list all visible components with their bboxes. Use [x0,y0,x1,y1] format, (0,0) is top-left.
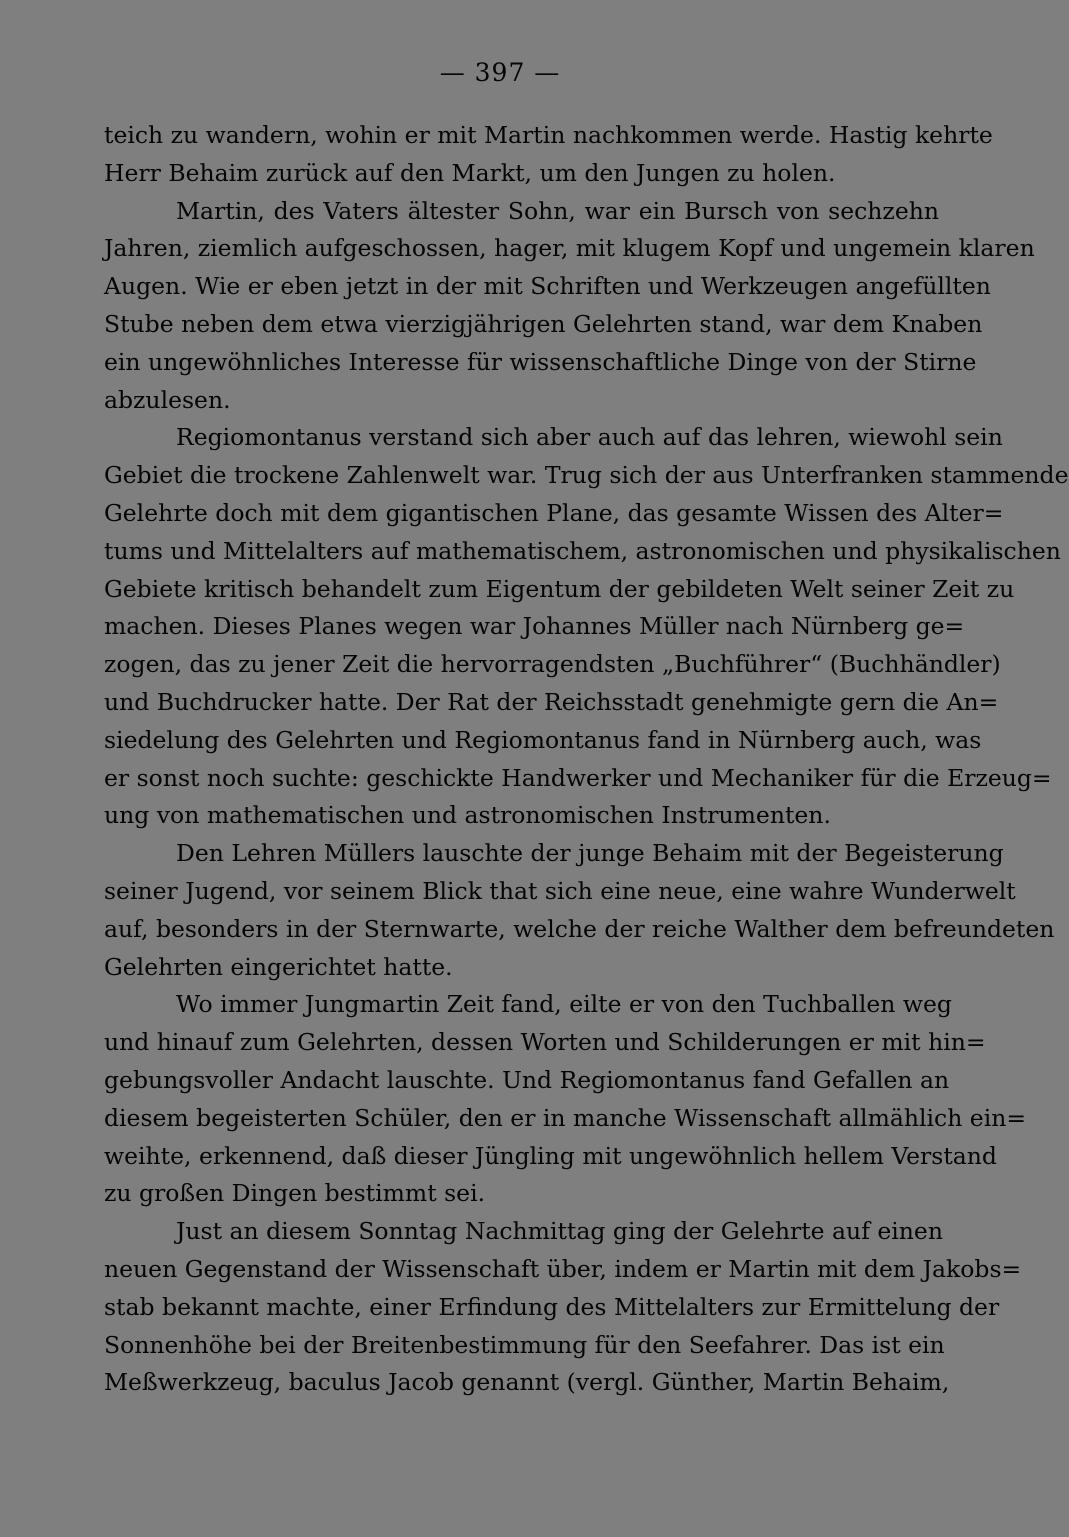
text-line: weihte, erkennend, daß dieser Jüngling mit ungewöhnlich hellem Verstand [104,1141,997,1170]
page-number-header: — 397 — [439,58,561,87]
body-text [104,117,1069,1402]
text-line: ein ungewöhnliches Interesse für wissenschaftliche Dinge von der Stirne [104,347,977,376]
text-line: Gebiete kritisch behandelt zum Eigentum der gebildeten Welt seiner Zeit zu [104,574,1015,603]
text-line: Augen. Wie er eben jetzt in der mit Schriften und Werkzeugen angefüllten [104,272,991,301]
text-line: Jahren, ziemlich aufgeschossen, hager, mit klugem Kopf und ungemein klaren [104,234,1035,263]
text-line: abzulesen. [104,385,231,414]
paragraph [104,419,1069,835]
text-line: tums und Mittelalters auf mathematischem, astronomischen und physikalischen [104,536,1061,565]
text-line: Just an diesem Sonntag Nachmittag ging der Gelehrte auf einen [176,1217,943,1246]
text-line: Gebiet die trockene Zahlenwelt war. Trug sich der aus Unterfranken stammende [104,461,1069,490]
paragraph [104,193,1035,420]
text-line: siedelung des Gelehrten und Regiomontanus fand in Nürnberg auch, was [104,725,982,754]
text-line: zogen, das zu jener Zeit die hervorragendsten „Buchführer“ (Buchhändler) [104,650,1001,679]
paragraph [104,117,993,193]
text-line: seiner Jugend, vor seinem Blick that sich eine neue, eine wahre Wunderwelt [104,876,1016,905]
text-line: ung von mathematischen und astronomischen Instrumenten. [104,801,831,830]
text-line: Meßwerkzeug, baculus Jacob genannt (vergl. Günther, Martin Behaim, [104,1368,950,1397]
paragraph [104,986,1027,1213]
text-line: gebungsvoller Andacht lauschte. Und Regiomontanus fand Gefallen an [104,1065,950,1094]
text-line: und hinauf zum Gelehrten, dessen Worten und Schilderungen er mit hin= [104,1028,986,1057]
text-line: diesem begeisterten Schüler, den er in manche Wissenschaft allmählich ein= [104,1103,1027,1132]
text-line: Martin, des Vaters ältester Sohn, war ein Bursch von sechzehn [176,196,939,225]
text-line: Sonnenhöhe bei der Breitenbestimmung für den Seefahrer. Das ist ein [104,1330,945,1359]
text-line: Gelehrte doch mit dem gigantischen Plane, das gesamte Wissen des Alter= [104,498,1004,527]
text-line: Den Lehren Müllers lauschte der junge Behaim mit der Begeisterung [176,839,1004,868]
text-line: neuen Gegenstand der Wissenschaft über, indem er Martin mit dem Jakobs= [104,1254,1022,1283]
text-line: Wo immer Jungmartin Zeit fand, eilte er von den Tuchballen weg [176,990,952,1019]
text-line: machen. Dieses Planes wegen war Johannes Müller nach Nürnberg ge= [104,612,965,641]
paragraph [104,1213,1022,1402]
text-line: teich zu wandern, wohin er mit Martin nachkommen werde. Hastig kehrte [104,121,993,149]
text-line: zu großen Dingen bestimmt sei. [104,1179,486,1208]
text-line: er sonst noch suchte: geschickte Handwerker und Mechaniker für die Erzeug= [104,763,1052,792]
text-line: Regiomontanus verstand sich aber auch auf das lehren, wiewohl sein [176,423,1003,452]
paragraph [104,835,1055,986]
text-line: und Buchdrucker hatte. Der Rat der Reichsstadt genehmigte gern die An= [104,687,999,716]
text-line: Stube neben dem etwa vierzigjährigen Gelehrten stand, war dem Knaben [104,309,983,338]
text-line: auf, besonders in der Sternwarte, welche der reiche Walther dem befreundeten [104,914,1055,943]
text-line: stab bekannt machte, einer Erfindung des Mittelalters zur Ermittelung der [104,1292,1000,1321]
text-line: Herr Behaim zurück auf den Markt, um den Jungen zu holen. [104,158,836,187]
text-line: Gelehrten eingerichtet hatte. [104,952,453,981]
